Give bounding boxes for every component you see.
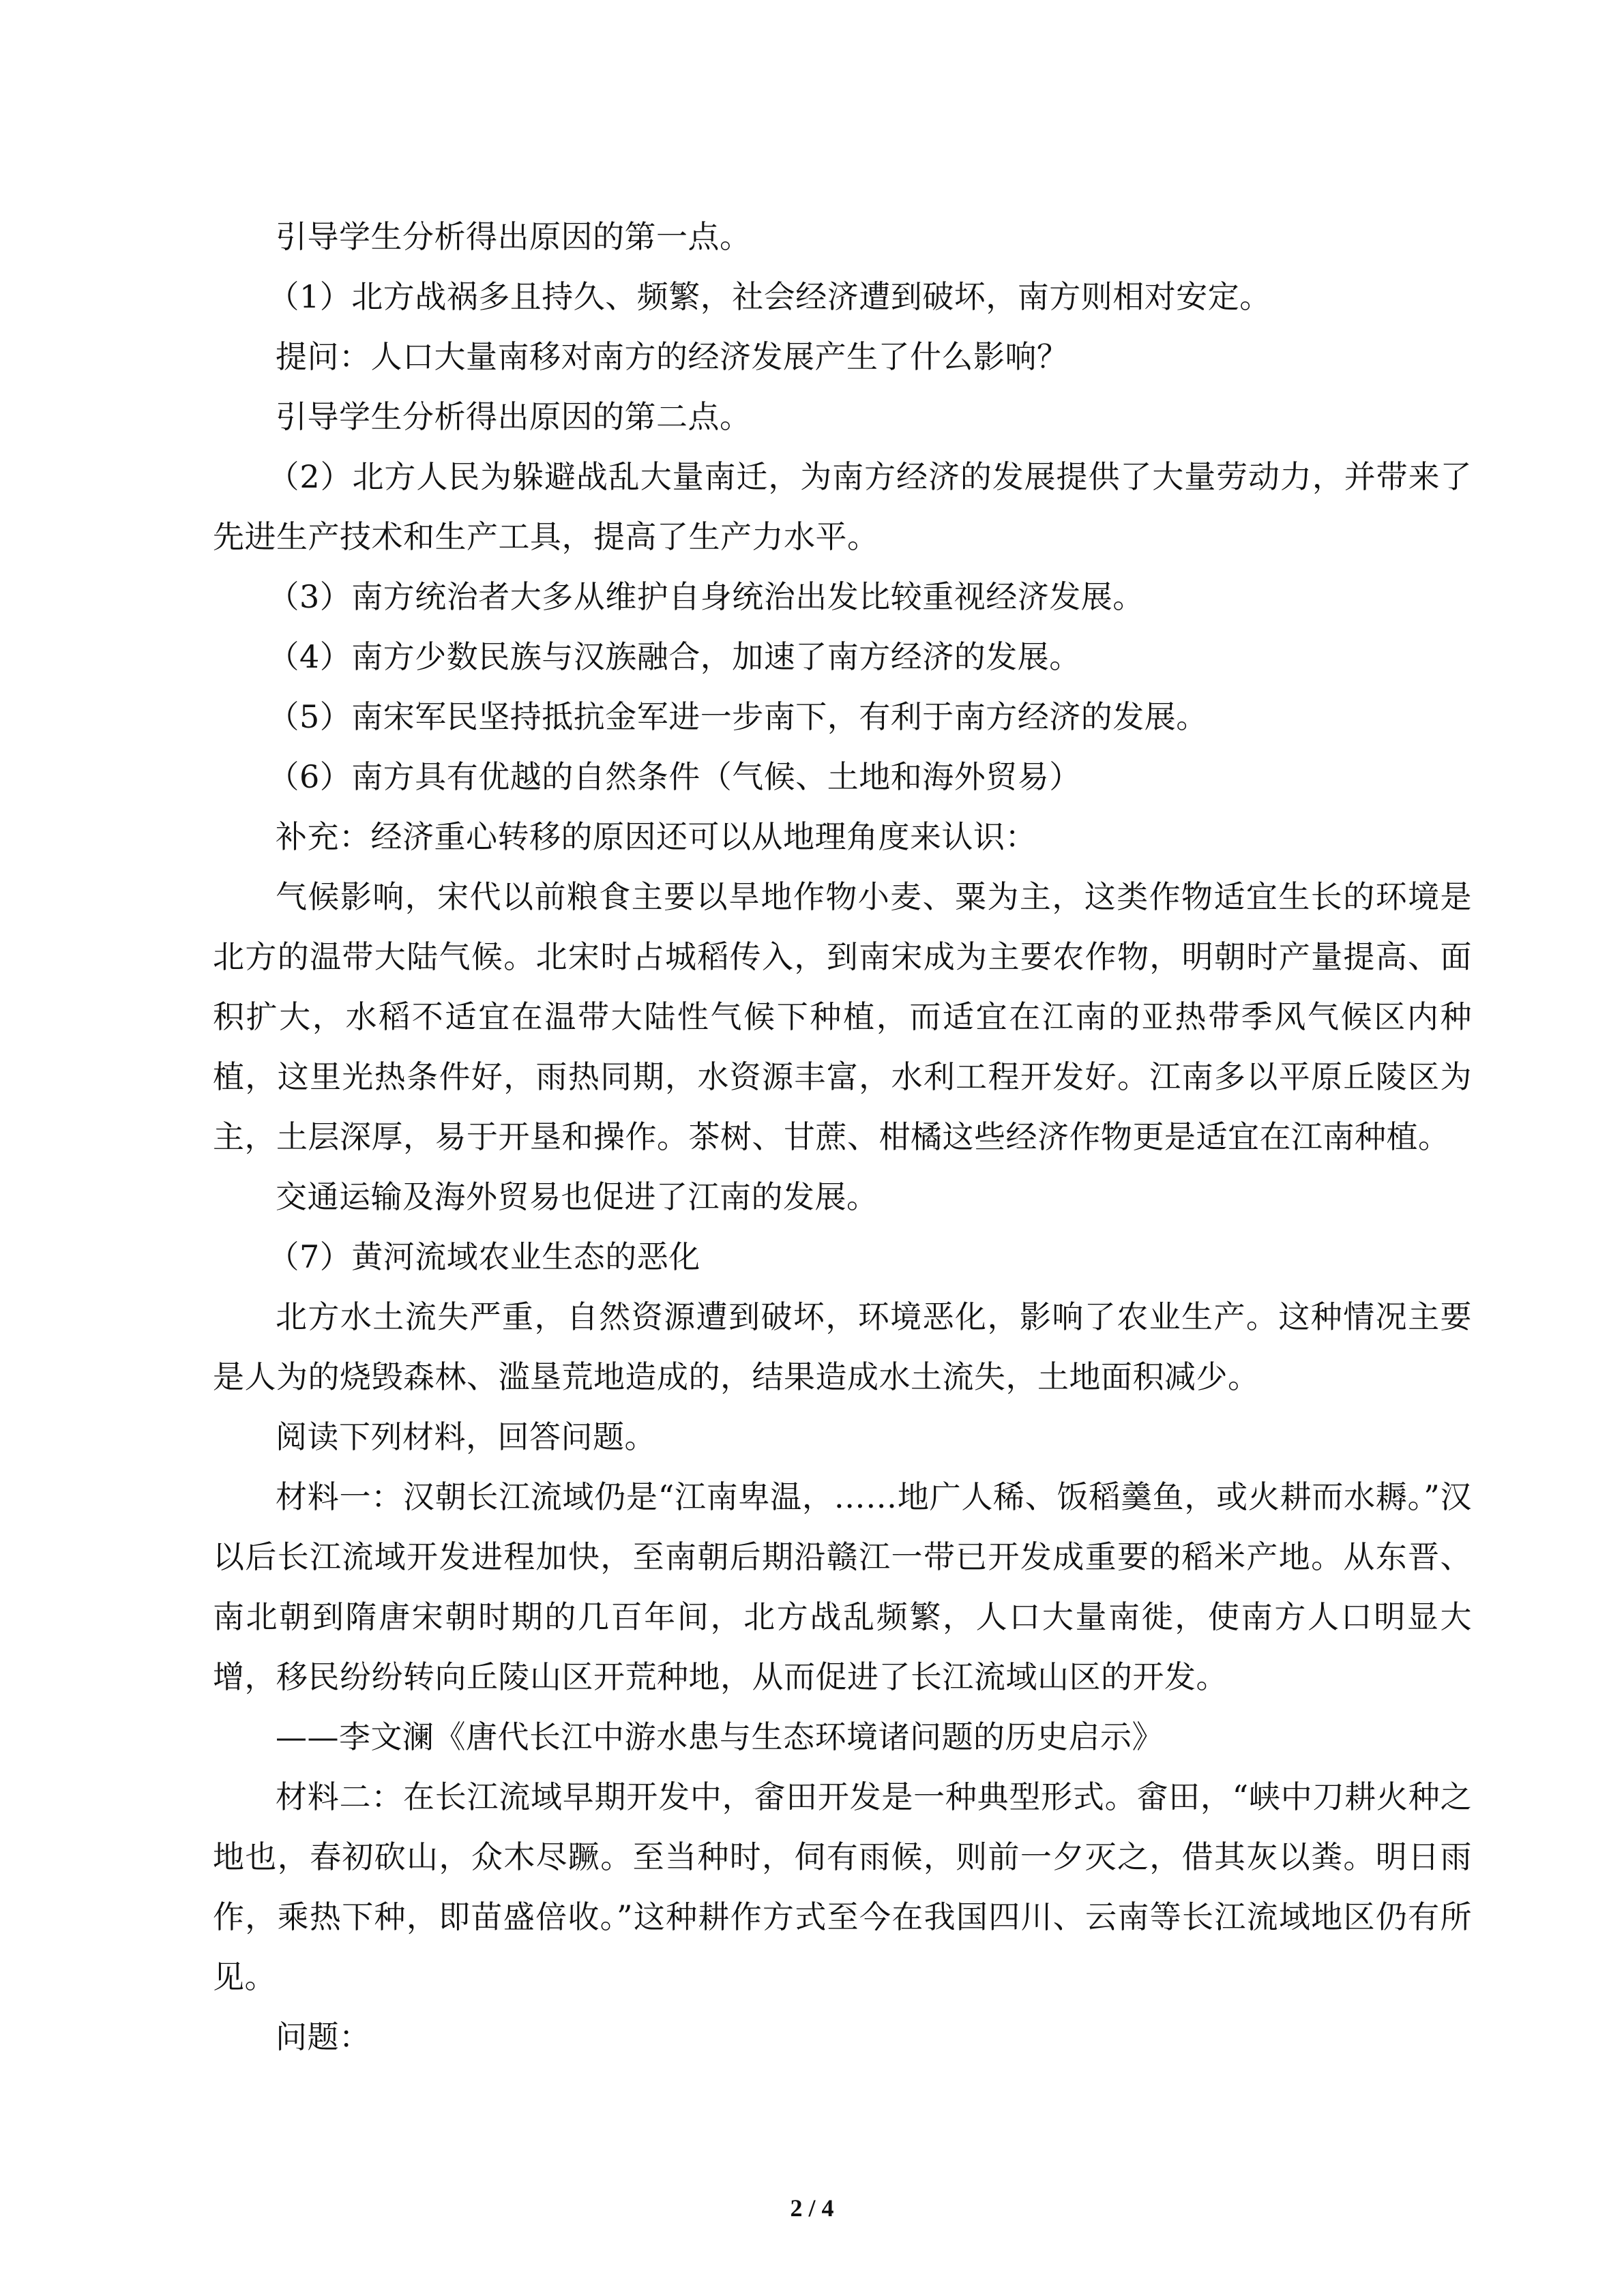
body-paragraph: 提问：人口大量南移对南方的经济发展产生了什么影响？ — [276, 338, 1069, 375]
document-body — [213, 207, 1472, 2067]
page-number: 2 / 4 — [790, 2194, 834, 2222]
body-paragraph: 材料一：汉朝长江流域仍是“江南卑温，……地广人稀、饭稻羹鱼，或火耕而水耨。”汉以后长江流域开发进程加快，至南朝后期沿赣江一带已开发成重要的稻米产地。从东晋、南北朝到隋唐宋朝时期的几百年间，北方战乱频繁，人口大量南徙，使南方人口明显大增，移民纷纷转向丘陵山区开荒种地，从而促进了长江流域山区的开发。 — [213, 1478, 1472, 1695]
body-paragraph: 北方水土流失严重，自然资源遭到破坏，环境恶化，影响了农业生产。这种情况主要是人为的烧毁森林、滥垦荒地造成的，结果造成水土流失，土地面积减少。 — [213, 1298, 1472, 1395]
numbered-paragraph: （3）南方统治者大多从维护自身统治出发比较重视经济发展。 — [267, 578, 1145, 615]
body-paragraph: 材料二：在长江流域早期开发中，畲田开发是一种典型形式。畲田，“峡中刀耕火种之地也，春初砍山，众木尽蹶。至当种时，伺有雨候，则前一夕灭之，借其灰以粪。明日雨作，乘热下种，即苗盛倍收。”这种耕作方式至今在我国四川、云南等长江流域地区仍有所见。 — [213, 1778, 1472, 1995]
numbered-paragraph: （1）北方战祸多且持久、频繁，社会经济遭到破坏，南方则相对安定。 — [267, 278, 1271, 315]
body-paragraph: 引导学生分析得出原因的第二点。 — [276, 398, 752, 435]
numbered-paragraph: （2）北方人民为躲避战乱大量南迁，为南方经济的发展提供了大量劳动力，并带来了先进生产技术和生产工具，提高了生产力水平。 — [213, 458, 1472, 555]
body-paragraph: 引导学生分析得出原因的第一点。 — [276, 218, 752, 255]
numbered-paragraph: （6）南方具有优越的自然条件（气候、土地和海外贸易） — [267, 758, 1081, 795]
body-paragraph: 问题： — [276, 2018, 371, 2055]
body-paragraph: 补充：经济重心转移的原因还可以从地理角度来认识： — [276, 818, 1037, 855]
citation-paragraph: ——李文澜《唐代长江中游水患与生态环境诸问题的历史启示》 — [276, 1718, 1164, 1755]
numbered-paragraph: （4）南方少数民族与汉族融合，加速了南方经济的发展。 — [267, 638, 1081, 675]
body-paragraph: 交通运输及海外贸易也促进了江南的发展。 — [276, 1178, 879, 1215]
numbered-paragraph: （5）南宋军民坚持抵抗金军进一步南下，有利于南方经济的发展。 — [267, 698, 1208, 735]
body-paragraph: 阅读下列材料，回答问题。 — [276, 1418, 656, 1455]
numbered-paragraph: （7）黄河流域农业生态的恶化 — [267, 1238, 700, 1275]
body-paragraph: 气候影响，宋代以前粮食主要以旱地作物小麦、粟为主，这类作物适宜生长的环境是北方的温带大陆气候。北宋时占城稻传入，到南宋成为主要农作物，明朝时产量提高、面积扩大，水稻不适宜在温带大陆性气候下种植，而适宜在江南的亚热带季风气候区内种植，这里光热条件好，雨热同期，水资源丰富，水利工程开发好。江南多以平原丘陵区为主，土层深厚，易于开垦和操作。茶树、甘蔗、柑橘这些经济作物更是适宜在江南种植。 — [213, 878, 1472, 1155]
